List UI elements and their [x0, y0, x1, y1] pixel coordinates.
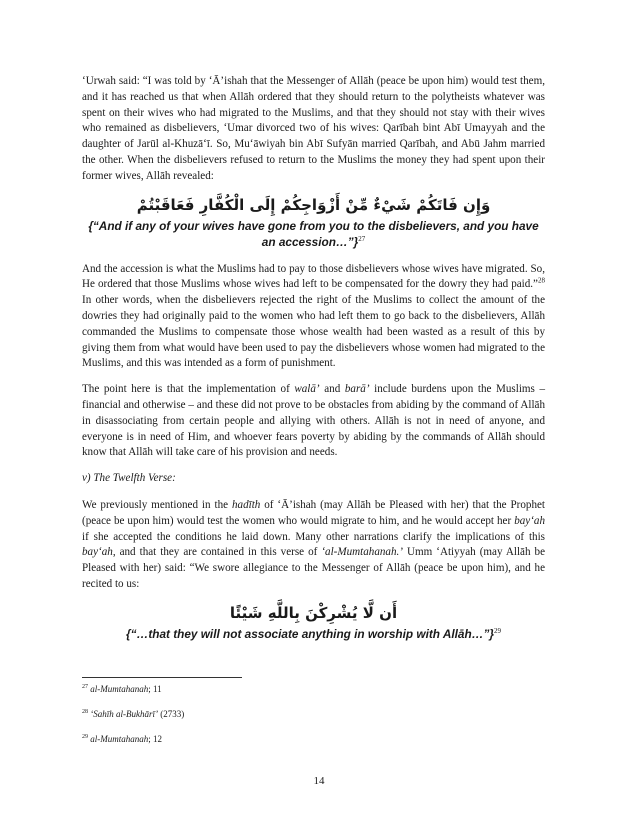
footnote-divider	[82, 677, 242, 678]
paragraph-hadith-a: We previously mentioned in the	[82, 498, 232, 511]
verse-arabic-1: وَإِن فَاتَكُمْ شَيْءٌ مِّنْ أَزْوَاجِكُمْ إِلَى الْكُفَّارِ فَعَاقَبْتُمْ	[136, 195, 491, 214]
footnote-ref-28[interactable]: 28	[538, 276, 545, 285]
footnote-number: 27	[82, 684, 88, 690]
footnote-source: al-Mumtahanah	[90, 734, 149, 744]
footnote-ref-29[interactable]: 29	[493, 626, 501, 635]
verse-arabic-2: أَن لَّا يُشْرِكْنَ بِاللَّهِ شَيْئًا	[229, 603, 398, 622]
verse-translation-text-1: {“And if any of your wives have gone from you to the disbelievers, and you have an accession…”}	[88, 218, 539, 249]
main-text	[82, 74, 545, 654]
paragraph-hadith-d: , and that they are contained in this verse of	[112, 546, 322, 559]
footnote-source: ‘Sahīh al-Bukhārī’	[90, 709, 158, 719]
verse-translation-1	[82, 218, 545, 250]
paragraph-accession	[82, 262, 545, 373]
term-wala: walā’	[294, 383, 320, 396]
paragraph-point-b: include burdens upon the Muslims – financial and otherwise – and these did not prove to be obstacles from abiding by the command of Allāh in disassociating from certain people and allying with others. Allāh is not in need of anyone, and everyone is in need of Him, and whoever fears poverty by abiding by the commands of Allāh should know that Allāh will take care of his provision and needs.	[82, 383, 545, 459]
section-heading: v) The Twelfth Verse:	[82, 472, 176, 485]
paragraph-point-and: and	[319, 383, 345, 396]
paragraph-hadith-b: of ‘Ā’ishah (may Allāh be Pleased with her) that the Prophet (peace be upon him) would test the women who would migrate to him, and he would accept her	[82, 498, 545, 527]
term-surah: ‘al-Mumtahanah.’	[321, 546, 403, 559]
footnote-number: 29	[82, 734, 88, 740]
footnote-ref-27[interactable]: 27	[358, 234, 366, 243]
paragraph-point-a: The point here is that the implementation of	[82, 383, 295, 396]
paragraph-hadith-e: Umm ‘Atiyyah (may Allāh be Pleased with her) said: “We swore allegiance to the Messenger of Allāh (peace be upon him), and he recited to us:	[82, 546, 545, 590]
verse-translation-2	[82, 626, 545, 642]
footnotes	[82, 683, 545, 758]
term-bara: barā’	[344, 383, 370, 396]
term-bayah: bay‘ah	[514, 514, 545, 527]
paragraph-hadith-c: if she accepted the conditions he laid down. Many other narrations clarify the implications of this	[82, 530, 545, 543]
paragraph-accession-rest: In other words, when the disbelievers rejected the right of the Muslims to collect the amount of the dowries they had originally paid to the women who had left them to go back to the disbelievers, Allāh commanded the Muslims to compensate those whose wealth had been wasted as a result of this by giving them from what would have been used to pay the disbelievers whose women had migrated to the Muslims, and this was intended as a form of punishment.	[82, 294, 545, 370]
term-hadith: hadīth	[231, 498, 261, 511]
footnote-suffix: ; 12	[148, 734, 163, 744]
term-bayah-2: bay‘ah	[82, 546, 113, 559]
verse-translation-text-2: {“…that they will not associate anything in worship with Allāh…”}	[126, 626, 494, 641]
footnote-27	[82, 683, 545, 695]
paragraph-accession-text: And the accession is what the Muslims had to pay to those disbelievers whose wives have migrated. So, He ordered that those Muslims whose wives had left to be compensated for the dowry they had paid.”	[82, 262, 545, 291]
page-number: 14	[313, 775, 325, 787]
footnote-29	[82, 733, 545, 745]
paragraph-point	[82, 382, 545, 461]
paragraph-hadith	[82, 498, 545, 593]
footnote-28	[82, 708, 545, 720]
footnote-number: 28	[82, 709, 88, 715]
footnote-suffix: ; 11	[148, 684, 162, 694]
footnote-source: al-Mumtahanah	[90, 684, 149, 694]
paragraph-urwah: ‘Urwah said: “I was told by ‘Ā’ishah that the Messenger of Allāh (peace be upon him) would test them, and it has reached us that when Allāh ordered that they should return to the polytheists whatever was spent on their wives who had migrated to the Muslims, and that they should not stay with their wives who remained as disbelievers, ‘Umar divorced two of his wives: Qarībah bint Abī Umayyah and the daughter of Jarūl al-Khuzā‘ī. So, Mu‘āwiyah bin Abī Sufyān married Qarībah, and Abū Jahm married the other. When the disbelievers refused to return to the Muslims the money they had spent upon their former wives, Allāh revealed:	[82, 75, 545, 182]
footnote-suffix: (2733)	[158, 709, 185, 719]
